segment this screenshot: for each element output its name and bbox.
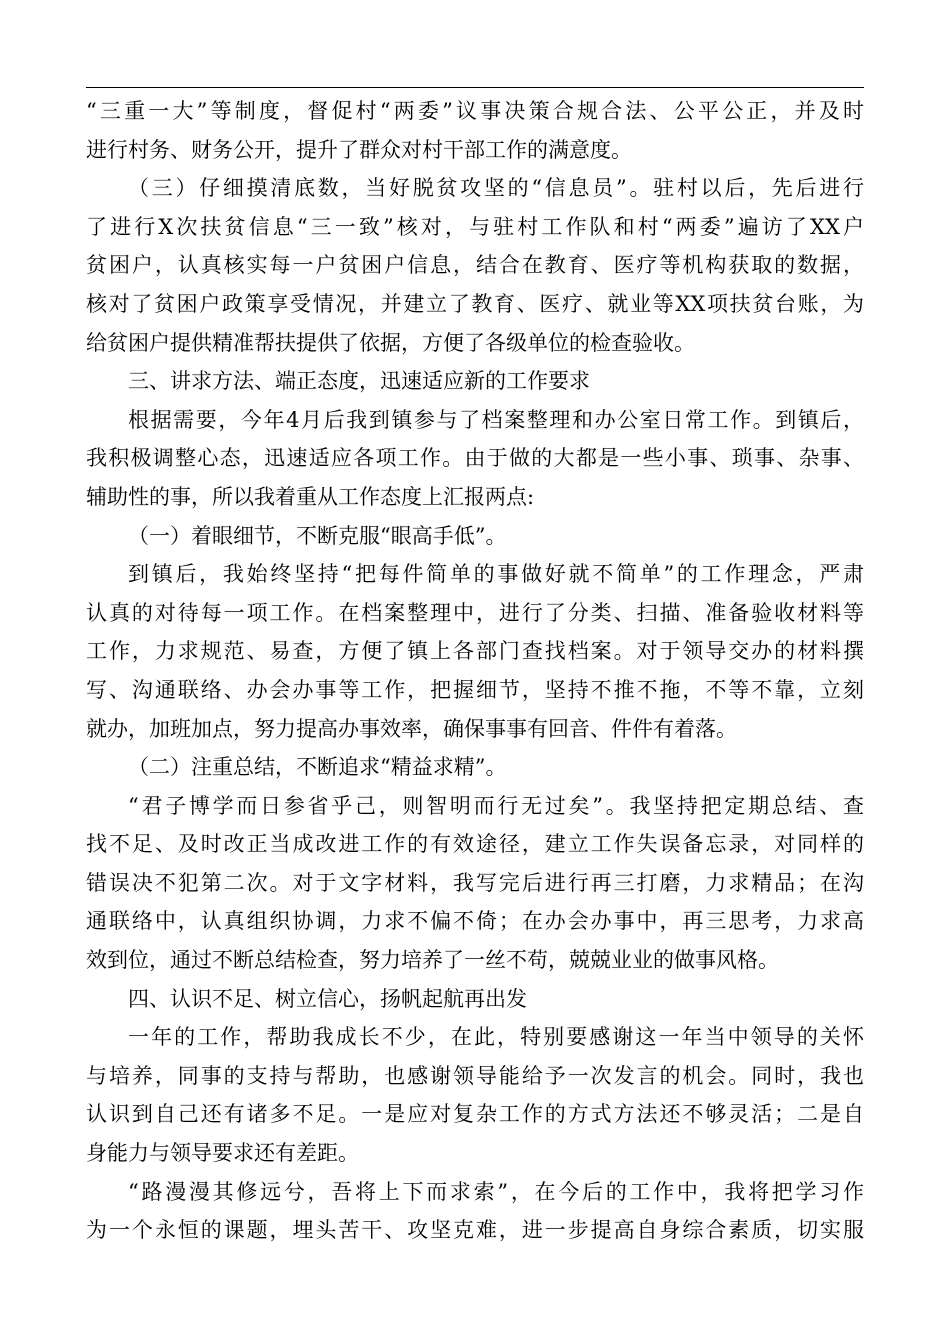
- text-line: 进行村务、财务公开，提升了群众对村干部工作的满意度。: [86, 137, 632, 162]
- text-line: 三、讲求方法、端正态度，迅速适应新的工作要求: [128, 369, 590, 394]
- text-line: “路漫漫其修远兮，吾将上下而求索”，在今后的工作中，我将把学习作: [128, 1179, 864, 1204]
- text-line: 为一个永恒的课题，埋头苦干、攻坚克难，进一步提高自身综合素质，切实服: [86, 1218, 864, 1243]
- text-line: 认真的对待每一项工作。在档案整理中，进行了分类、扫描、准备验收材料等: [86, 600, 864, 625]
- text-line: （三）仔细摸清底数，当好脱贫攻坚的“信息员”。驻村以后，先后进行: [128, 176, 864, 201]
- text-line: 给贫困户提供精准帮扶提供了依据，方便了各级单位的检查验收。: [86, 330, 695, 355]
- header-rule: [86, 87, 864, 88]
- text-line: 效到位，通过不断总结检查，努力培养了一丝不苟，兢兢业业的做事风格。: [86, 948, 779, 973]
- text-line: 我积极调整心态，迅速适应各项工作。由于做的大都是一些小事、琐事、杂事、: [86, 446, 864, 471]
- text-line: 到镇后，我始终坚持“把每件简单的事做好就不简单”的工作理念，严肃: [128, 562, 864, 587]
- text-line: “君子博学而日参省乎己，则智明而行无过矣”。我坚持把定期总结、查: [128, 793, 864, 818]
- text-line: 根据需要，今年4月后我到镇参与了档案整理和办公室日常工作。到镇后，: [128, 407, 864, 432]
- text-line: 找不足、及时改正当成改进工作的有效途径，建立工作失误备忘录，对同样的: [86, 832, 864, 857]
- text-line: 认识到自己还有诸多不足。一是应对复杂工作的方式方法还不够灵活；二是自: [86, 1102, 864, 1127]
- text-line: 一年的工作，帮助我成长不少，在此，特别要感谢这一年当中领导的关怀: [128, 1025, 864, 1050]
- text-line: 辅助性的事，所以我着重从工作态度上汇报两点:: [86, 484, 535, 509]
- text-line: 错误决不犯第二次。对于文字材料，我写完后进行再三打磨，力求精品；在沟: [86, 870, 864, 895]
- text-line: （一）着眼细节，不断克服“眼高手低”。: [128, 523, 507, 548]
- text-line: 四、认识不足、树立信心，扬帆起航再出发: [128, 986, 527, 1011]
- text-line: 就办，加班加点，努力提高办事效率，确保事事有回音、件件有着落。: [86, 716, 737, 741]
- text-line: 与培养，同事的支持与帮助，也感谢领导能给予一次发言的机会。同时，我也: [86, 1063, 864, 1088]
- document-body: [86, 92, 864, 1250]
- text-line: 身能力与领导要求还有差距。: [86, 1141, 359, 1166]
- text-line: 通联络中，认真组织协调，力求不偏不倚；在办会办事中，再三思考，力求高: [86, 909, 864, 934]
- text-line: 核对了贫困户政策享受情况，并建立了教育、医疗、就业等XX项扶贫台账，为: [86, 291, 864, 316]
- text-line: （二）注重总结，不断追求“精益求精”。: [128, 755, 507, 780]
- text-line: 写、沟通联络、办会办事等工作，把握细节，坚持不推不拖，不等不靠，立刻: [86, 677, 864, 702]
- text-line: 工作，力求规范、易查，方便了镇上各部门查找档案。对于领导交办的材料撰: [86, 639, 864, 664]
- text-line: 了进行X次扶贫信息“三一致”核对，与驻村工作队和村“两委”遍访了XX户: [86, 214, 864, 239]
- text-line: “三重一大”等制度，督促村“两委”议事决策合规合法、公平公正，并及时: [86, 99, 864, 123]
- text-line: 贫困户，认真核实每一户贫困户信息，结合在教育、医疗等机构获取的数据，: [86, 253, 864, 278]
